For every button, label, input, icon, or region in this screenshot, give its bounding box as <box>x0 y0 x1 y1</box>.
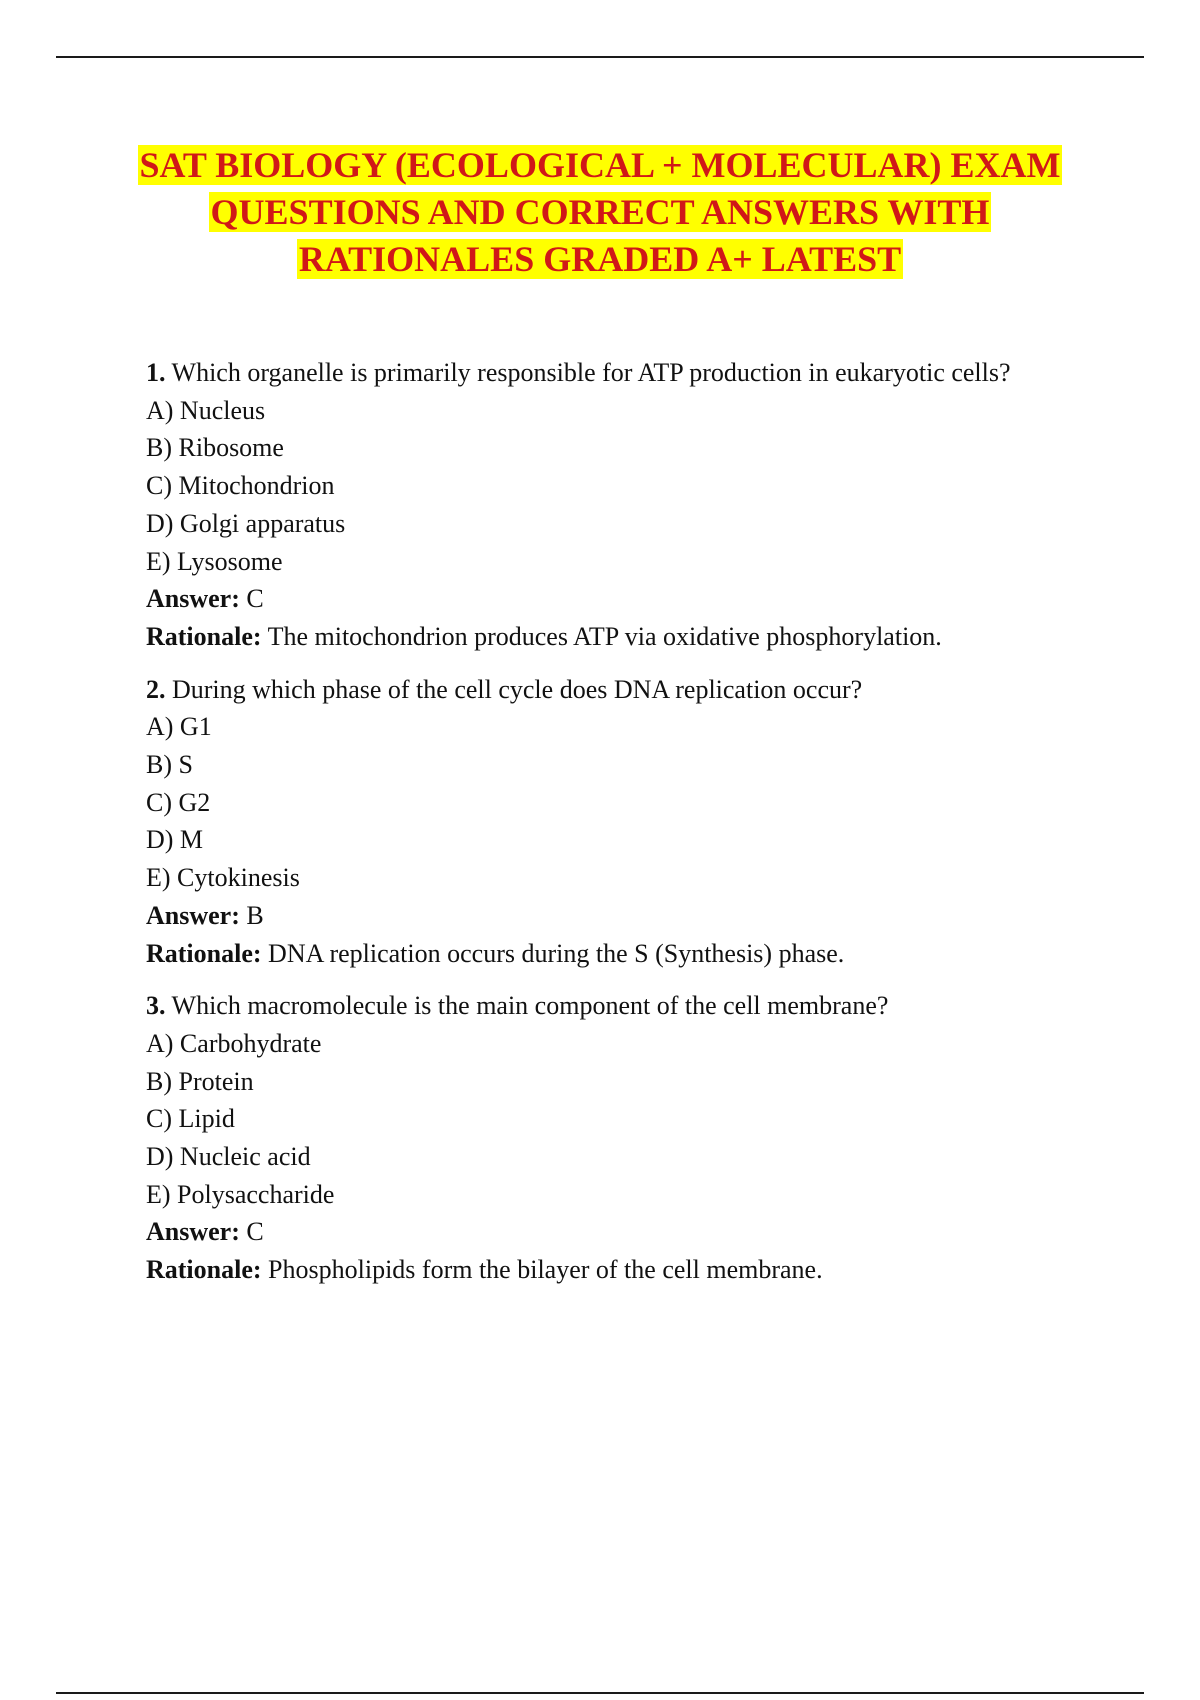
option-d: D) Golgi apparatus <box>146 508 346 538</box>
answer-line: Answer: C <box>146 1217 264 1247</box>
rationale-line: Rationale: Phospholipids form the bilayer of the cell membrane. <box>146 1255 823 1285</box>
option-a: A) G1 <box>146 712 212 742</box>
question-3 <box>146 987 1080 1289</box>
option-c: C) Lipid <box>146 1104 235 1134</box>
question-text: 3. Which macromolecule is the main component of the cell membrane? <box>146 991 889 1021</box>
option-c: C) Mitochondrion <box>146 471 335 501</box>
question-text: 1. Which organelle is primarily responsible for ATP production in eukaryotic cells? <box>146 358 1011 387</box>
title-line-1: SAT BIOLOGY (ECOLOGICAL + MOLECULAR) EXAM <box>139 145 1061 185</box>
answer-line: Answer: B <box>146 900 264 930</box>
option-b: B) Ribosome <box>146 433 284 463</box>
question-text: 2. During which phase of the cell cycle does DNA replication occur? <box>146 674 863 704</box>
document-title <box>60 142 1140 283</box>
question-2 <box>146 671 1080 973</box>
option-d: D) M <box>146 825 204 855</box>
bottom-rule <box>56 1692 1144 1694</box>
title-line-3: RATIONALES GRADED A+ LATEST <box>298 239 902 279</box>
rationale-line: Rationale: DNA replication occurs during the S (Synthesis) phase. <box>146 938 845 968</box>
option-d: D) Nucleic acid <box>146 1142 311 1172</box>
option-b: B) S <box>146 750 193 780</box>
title-line-2: QUESTIONS AND CORRECT ANSWERS WITH <box>210 192 990 232</box>
answer-line: Answer: C <box>146 584 264 614</box>
rationale-line: Rationale: The mitochondrion produces ATP via oxidative phosphorylation. <box>146 621 942 651</box>
option-a: A) Carbohydrate <box>146 1028 322 1058</box>
top-rule <box>56 56 1144 58</box>
option-b: B) Protein <box>146 1066 254 1096</box>
option-e: E) Cytokinesis <box>146 863 300 893</box>
question-list <box>146 354 1080 1304</box>
option-c: C) G2 <box>146 787 211 817</box>
question-1 <box>146 354 1080 656</box>
option-e: E) Polysaccharide <box>146 1179 335 1209</box>
option-e: E) Lysosome <box>146 546 283 576</box>
option-a: A) Nucleus <box>146 395 266 425</box>
